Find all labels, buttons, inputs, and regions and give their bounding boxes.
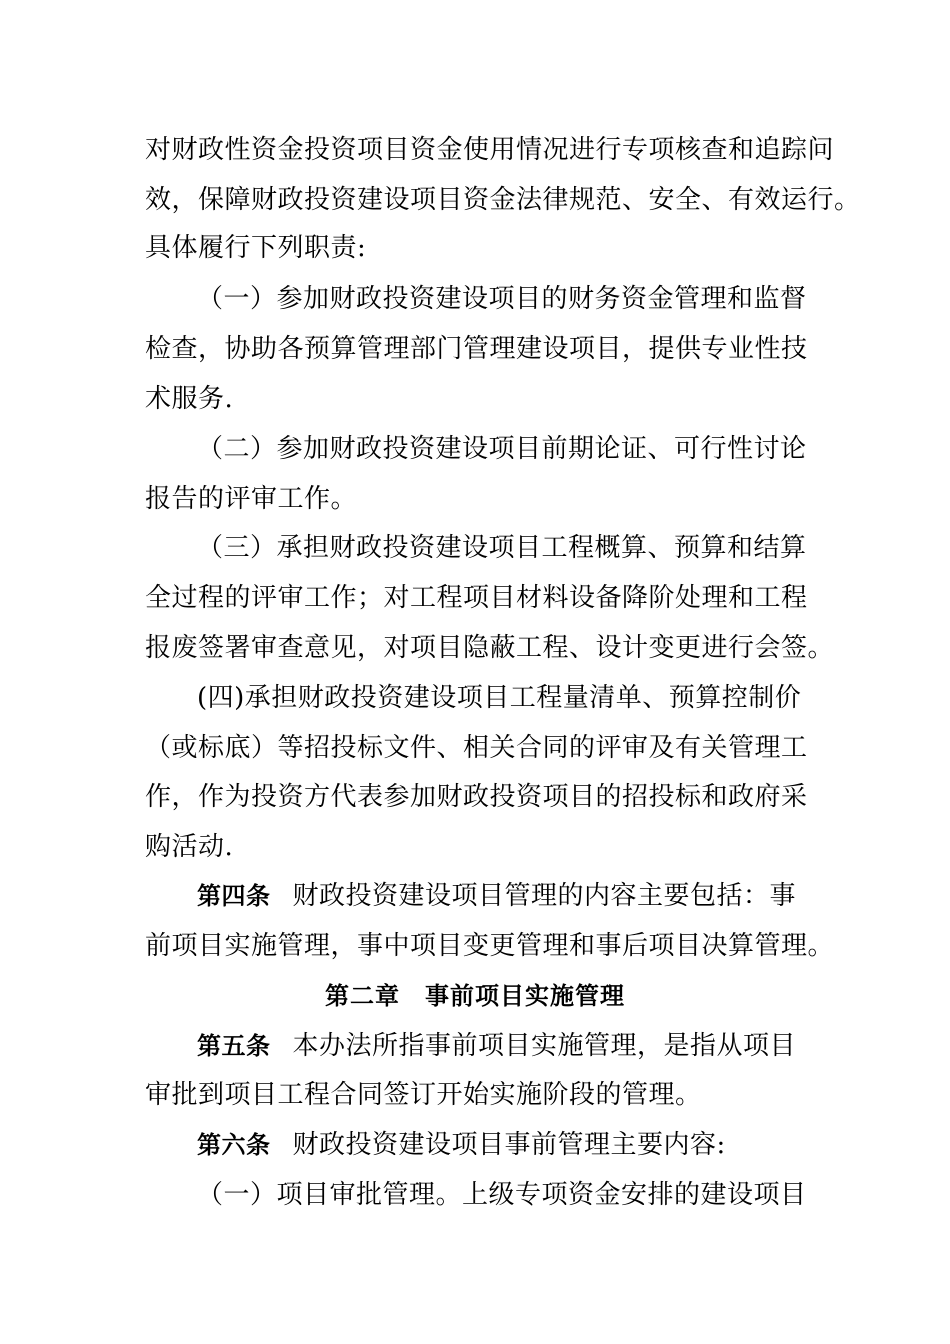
article-text: 财政投资建设项目管理的内容主要包括：事 — [292, 881, 797, 911]
body-line: （三）承担财政投资建设项目工程概算、预算和结算 — [197, 533, 807, 563]
body-line: (四)承担财政投资建设项目工程量清单、预算控制价 — [197, 683, 802, 713]
article-6 — [197, 1130, 877, 1160]
body-line: 效，保障财政投资建设项目资金法律规范、安全、有效运行。 — [145, 185, 861, 215]
body-line: 检查，协助各预算管理部门管理建设项目，提供专业性技 — [145, 334, 808, 364]
body-line: 购活动. — [145, 832, 234, 862]
body-line: 审批到项目工程合同签订开始实施阶段的管理。 — [145, 1080, 702, 1110]
body-line: 具体履行下列职责: — [145, 233, 367, 263]
article-5 — [197, 1031, 877, 1061]
body-line: 前项目实施管理，事中项目变更管理和事后项目决算管理。 — [145, 931, 835, 961]
body-line: 全过程的评审工作；对工程项目材料设备降阶处理和工程 — [145, 583, 808, 613]
article-label: 第六条 — [197, 1131, 271, 1159]
body-line: 报告的评审工作。 — [145, 484, 358, 514]
body-line: （或标底）等招投标文件、相关合同的评审及有关管理工 — [145, 733, 808, 763]
article-label: 第五条 — [197, 1032, 271, 1060]
body-line: 报废签署审查意见，对项目隐蔽工程、设计变更进行会签。 — [145, 633, 835, 663]
body-line: 对财政性资金投资项目资金使用情况进行专项核查和追踪问 — [145, 135, 835, 165]
article-4 — [197, 881, 877, 911]
article-label: 第四条 — [197, 882, 271, 910]
article-text: 财政投资建设项目事前管理主要内容: — [292, 1130, 726, 1160]
chapter-heading: 第二章 事前项目实施管理 — [325, 982, 625, 1010]
article-text: 本办法所指事前项目实施管理，是指从项目 — [292, 1031, 797, 1061]
body-line: 术服务. — [145, 384, 234, 414]
body-line: （二）参加财政投资建设项目前期论证、可行性讨论 — [197, 434, 807, 464]
body-line: （一）参加财政投资建设项目的财务资金管理和监督 — [197, 284, 807, 314]
body-line: 作，作为投资方代表参加财政投资项目的招投标和政府采 — [145, 782, 808, 812]
body-line: （一）项目审批管理。上级专项资金安排的建设项目 — [197, 1180, 807, 1210]
